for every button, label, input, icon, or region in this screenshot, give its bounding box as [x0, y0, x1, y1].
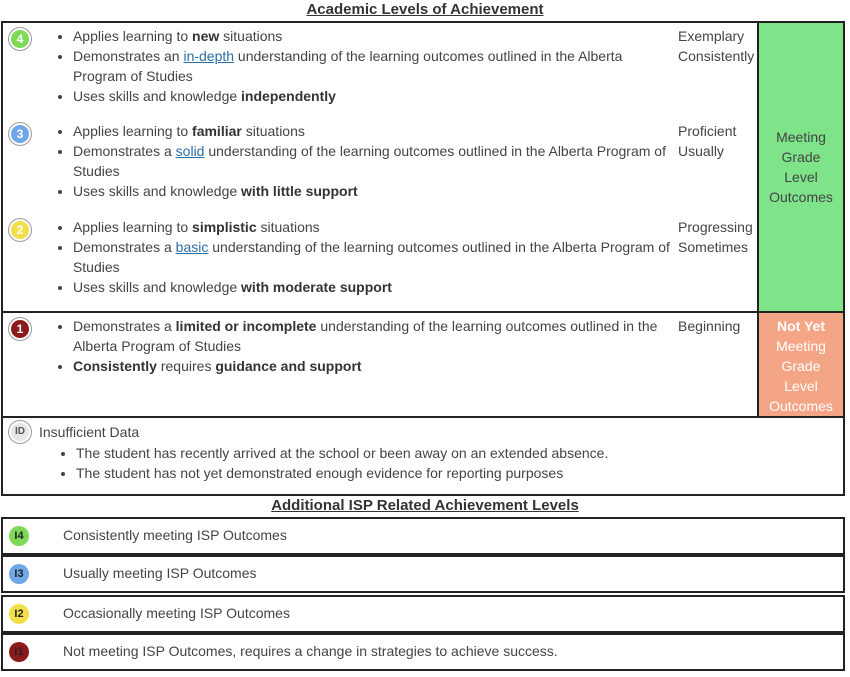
- list-item: • Demonstrates a solid understanding of the learning outcomes outlined in the Alberta Program of Studies: [73, 141, 678, 181]
- solid-link[interactable]: solid: [175, 143, 205, 159]
- isp-row-i4: [1, 517, 845, 555]
- level-4-badge-icon: 4: [9, 28, 31, 50]
- level-3-label: Proficient: [678, 123, 737, 139]
- isp-i3-label: Usually meeting ISP Outcomes: [63, 565, 257, 581]
- level-2-list: [73, 217, 678, 297]
- achievement-table: [1, 21, 845, 496]
- isp-i1-label: Not meeting ISP Outcomes, requires a change in strategies to achieve success.: [63, 643, 558, 659]
- insufficient-data-row: [2, 417, 844, 495]
- list-item: • Uses skills and knowledge independently: [73, 86, 678, 106]
- isp-row-i2: [1, 595, 845, 633]
- level-3-list: [73, 121, 678, 201]
- isp-i1-badge-icon: I1: [9, 642, 29, 662]
- level-2-frequency: Sometimes: [678, 239, 749, 255]
- page-title: Academic Levels of Achievement: [306, 1, 544, 18]
- level-3-row: [2, 118, 844, 214]
- not-yet-status-cell: Not Yet Meeting Grade Level Outcomes: [758, 312, 844, 417]
- list-item: • Demonstrates a limited or incomplete understanding of the learning outcomes outlined in the Alberta Program of Studies: [73, 316, 678, 356]
- insufficient-data-heading: Insufficient Data: [39, 424, 140, 440]
- level-1-badge-icon: 1: [9, 318, 31, 340]
- level-2-badge-icon: 2: [9, 219, 31, 241]
- level-3-frequency: Usually: [678, 143, 724, 159]
- isp-i4-badge-icon: I4: [9, 526, 29, 546]
- list-item: • Demonstrates an in-depth understanding of the learning outcomes outlined in the Alberta Program of Studies: [73, 46, 678, 86]
- level-4-frequency: Consistently: [678, 48, 755, 64]
- level-4-row: [2, 22, 844, 118]
- insufficient-data-list: [76, 443, 843, 483]
- list-item: • The student has not yet demonstrated enough evidence for reporting purposes: [76, 463, 843, 483]
- level-2-label: Progressing: [678, 219, 753, 235]
- list-item: • Applies learning to familiar situations: [73, 121, 678, 141]
- in-depth-link[interactable]: in-depth: [183, 48, 235, 64]
- isp-row-i3: [1, 555, 845, 593]
- isp-i3-badge-icon: I3: [9, 564, 29, 584]
- level-3-badge-icon: 3: [9, 123, 31, 145]
- isp-i2-label: Occasionally meeting ISP Outcomes: [63, 605, 290, 621]
- list-item: • Applies learning to simplistic situations: [73, 217, 678, 237]
- level-1-row: [2, 312, 844, 417]
- level-1-label: Beginning: [678, 318, 741, 334]
- list-item: • Consistently requires guidance and support: [73, 356, 678, 376]
- level-4-label: Exemplary: [678, 28, 745, 44]
- list-item: • Uses skills and knowledge with little support: [73, 181, 678, 201]
- isp-row-i1: [1, 633, 845, 671]
- list-item: • Applies learning to new situations: [73, 26, 678, 46]
- level-4-list: [73, 26, 678, 106]
- level-2-row: [2, 214, 844, 312]
- isp-section-title: Additional ISP Related Achievement Levels: [271, 497, 579, 514]
- basic-link[interactable]: basic: [175, 239, 209, 255]
- insufficient-data-badge-icon: ID: [9, 421, 31, 443]
- isp-i4-label: Consistently meeting ISP Outcomes: [63, 527, 287, 543]
- list-item: • Demonstrates a basic understanding of the learning outcomes outlined in the Alberta Program of Studies: [73, 237, 678, 277]
- level-1-list: [73, 316, 678, 376]
- isp-i2-badge-icon: I2: [9, 604, 29, 624]
- list-item: • Uses skills and knowledge with moderate support: [73, 277, 678, 297]
- meeting-status-cell: Meeting Grade Level Outcomes: [758, 22, 844, 312]
- list-item: • The student has recently arrived at the school or been away on an extended absence.: [76, 443, 843, 463]
